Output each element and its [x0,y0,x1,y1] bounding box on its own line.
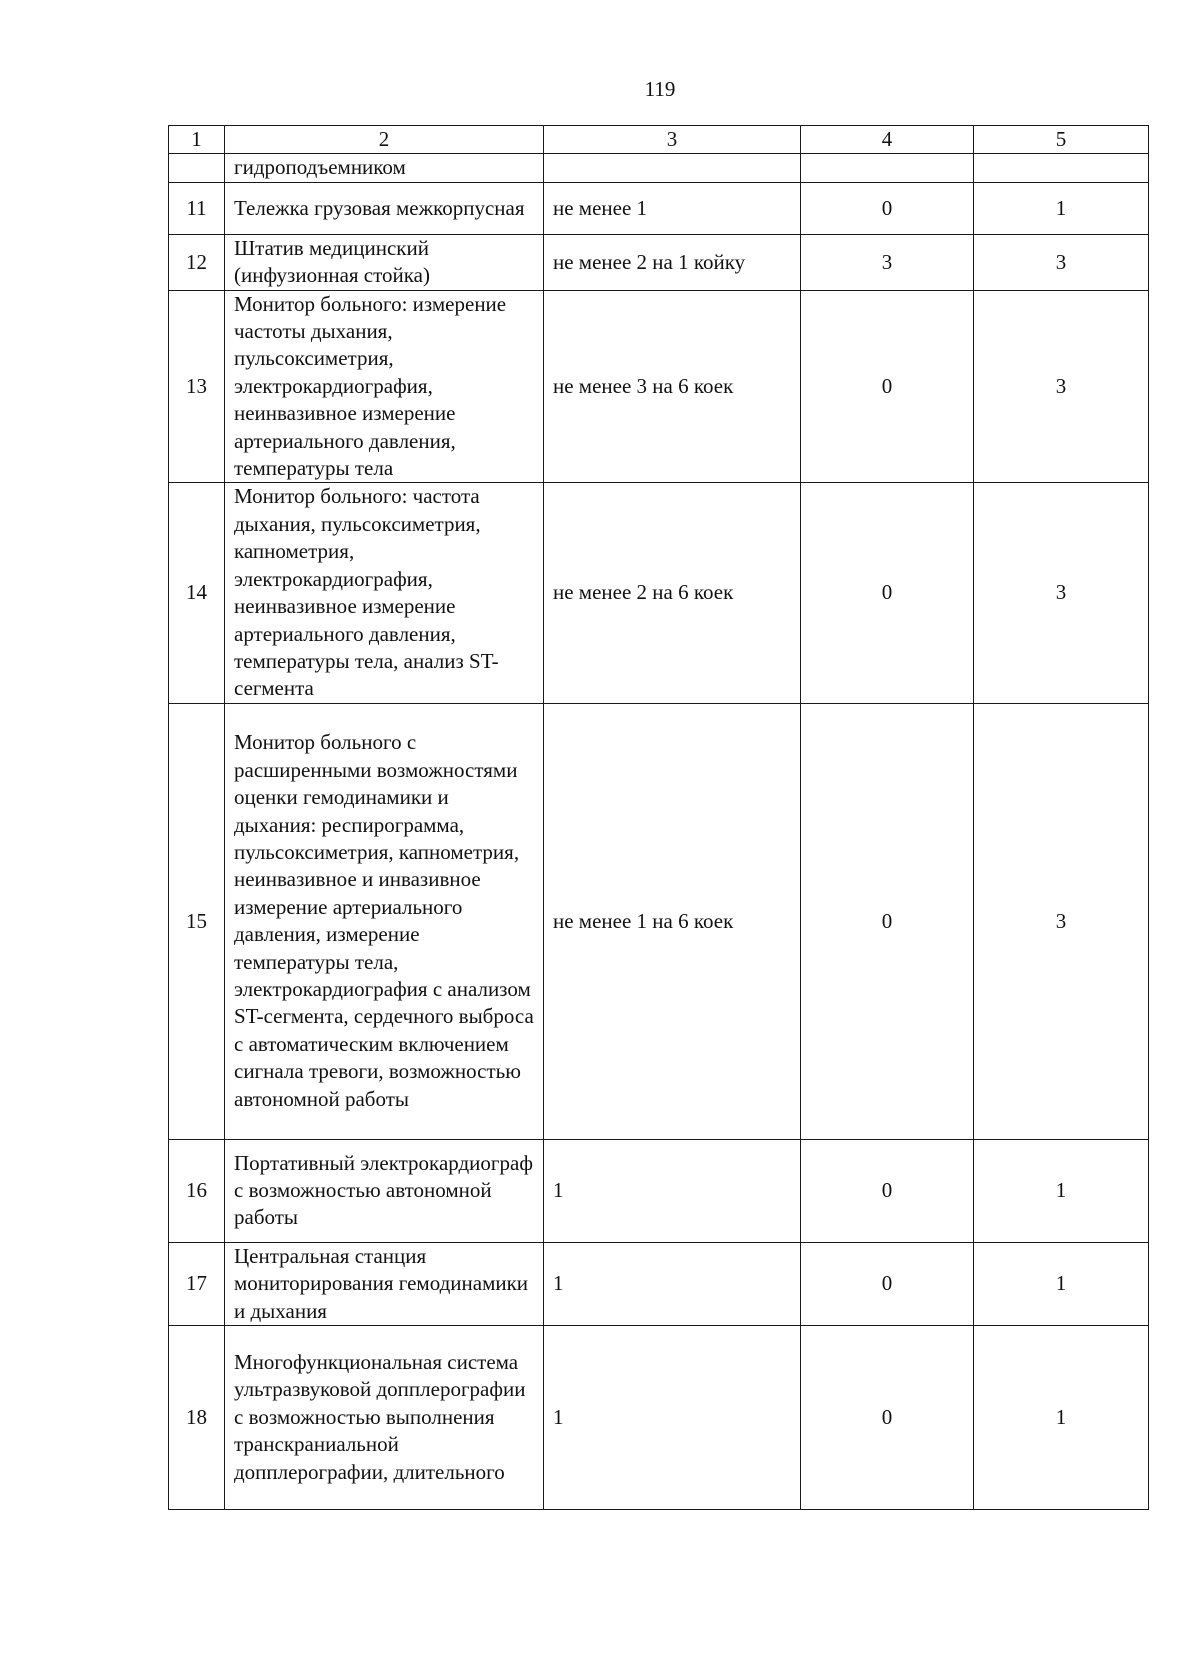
table-row [169,483,1149,703]
requirement: не менее 2 на 6 коек [544,483,801,703]
row-number: 18 [169,1325,225,1509]
table-row [169,1139,1149,1242]
col4-value: 0 [801,1139,974,1242]
requirement: не менее 2 на 1 койку [544,234,801,290]
col4-value: 0 [801,1325,974,1509]
table-body [169,154,1149,1510]
col5-value: 3 [974,290,1149,483]
col4-value: 3 [801,234,974,290]
col4-value: 0 [801,1242,974,1325]
header-col-2: 2 [225,126,544,154]
equipment-name: Портативный электрокардиограф с возможностью автономной работы [225,1139,544,1242]
header-col-3: 3 [544,126,801,154]
equipment-name: Многофункциональная система ультразвуковой допплерографии с возможностью выполнения транскраниальной допплерографии, длительного [225,1325,544,1509]
table-row [169,290,1149,483]
requirement [544,154,801,182]
table-row [169,154,1149,182]
table-header [169,126,1149,154]
col5-value: 1 [974,1139,1149,1242]
col5-value: 3 [974,483,1149,703]
requirement: не менее 1 [544,182,801,234]
col5-value [974,154,1149,182]
equipment-table [168,125,1149,1510]
row-number: 15 [169,703,225,1139]
requirement: 1 [544,1242,801,1325]
row-number: 14 [169,483,225,703]
table-row [169,703,1149,1139]
equipment-name: Штатив медицинский (инфузионная стойка) [225,234,544,290]
requirement: 1 [544,1139,801,1242]
col5-value: 3 [974,234,1149,290]
row-number [169,154,225,182]
row-number: 16 [169,1139,225,1242]
row-number: 17 [169,1242,225,1325]
equipment-name: Тележка грузовая межкорпусная [225,182,544,234]
page-number: 119 [644,77,676,101]
col4-value: 0 [801,483,974,703]
equipment-name: Центральная станция мониторирования гемодинамики и дыхания [225,1242,544,1325]
col5-value: 1 [974,182,1149,234]
header-col-5: 5 [974,126,1149,154]
header-col-1: 1 [169,126,225,154]
requirement: не менее 3 на 6 коек [544,290,801,483]
table-row [169,1242,1149,1325]
col4-value: 0 [801,290,974,483]
table-row [169,1325,1149,1509]
table-row [169,182,1149,234]
requirement: не менее 1 на 6 коек [544,703,801,1139]
col4-value [801,154,974,182]
header-row [169,126,1149,154]
equipment-name: Монитор больного с расширенными возможностями оценки гемодинамики и дыхания: респирограмма, пульсоксиметрия, капнометрия, неинвазивное и инвазивное измерение артериального давления, измерение температуры тела, электрокардиография с анализом ST-сегмента, сердечного выброса с автоматическим включением сигнала тревоги, возможностью автономной работы [225,703,544,1139]
row-number: 11 [169,182,225,234]
requirement: 1 [544,1325,801,1509]
col5-value: 1 [974,1242,1149,1325]
equipment-name: гидроподъемником [225,154,544,182]
header-col-4: 4 [801,126,974,154]
row-number: 12 [169,234,225,290]
equipment-name: Монитор больного: частота дыхания, пульсоксиметрия, капнометрия, электрокардиография, неинвазивное измерение артериального давления, температуры тела, анализ ST-сегмента [225,483,544,703]
table-row [169,234,1149,290]
col4-value: 0 [801,703,974,1139]
col5-value: 1 [974,1325,1149,1509]
equipment-name: Монитор больного: измерение частоты дыхания, пульсоксиметрия, электрокардиография, неинвазивное измерение артериального давления, температуры тела [225,290,544,483]
row-number: 13 [169,290,225,483]
col5-value: 3 [974,703,1149,1139]
col4-value: 0 [801,182,974,234]
